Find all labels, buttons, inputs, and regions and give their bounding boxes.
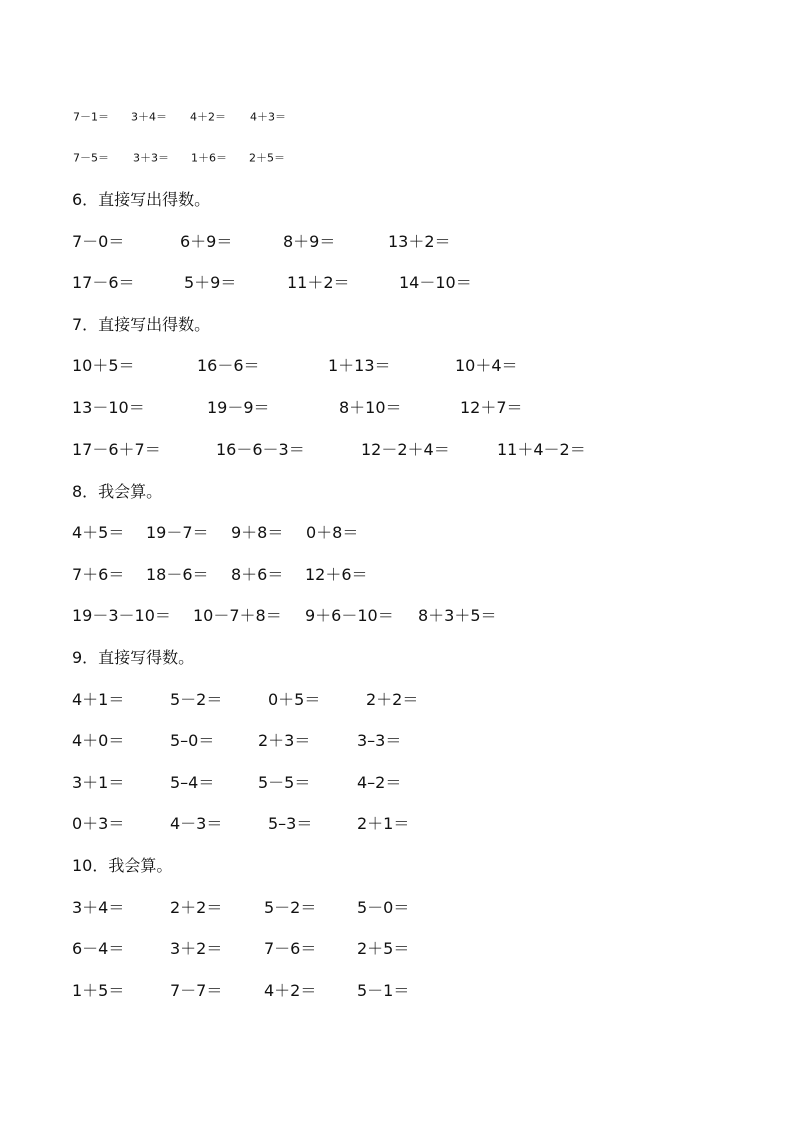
problem: 10－7＋8＝: [193, 606, 282, 625]
problem: 5－5＝: [258, 773, 311, 792]
problem: 10＋5＝: [72, 356, 135, 375]
question-title: 10．我会算。: [72, 856, 173, 875]
problem: 13＋2＝: [388, 232, 451, 251]
problem: 5－2＝: [170, 690, 223, 709]
problem: 5–4＝: [170, 773, 215, 792]
problem: 3＋4＝: [131, 110, 167, 124]
problem: 5＋9＝: [184, 273, 237, 292]
problem: 2＋5＝: [249, 151, 285, 165]
problem: 16－6＝: [197, 356, 260, 375]
problem: 5－0＝: [357, 898, 410, 917]
question-title: 8．我会算。: [72, 482, 163, 501]
problem: 12－2＋4＝: [361, 440, 450, 459]
problem: 5–3＝: [268, 814, 313, 833]
problem: 4＋5＝: [72, 523, 125, 542]
problem: 0＋3＝: [72, 814, 125, 833]
problem: 7－6＝: [264, 939, 317, 958]
problem: 5–0＝: [170, 731, 215, 750]
problem: 18－6＝: [146, 565, 209, 584]
problem: 4＋1＝: [72, 690, 125, 709]
problem: 5－2＝: [264, 898, 317, 917]
problem: 7－1＝: [73, 110, 109, 124]
problem: 2＋5＝: [357, 939, 410, 958]
problem: 2＋3＝: [258, 731, 311, 750]
problem: 4＋2＝: [264, 981, 317, 1000]
problem: 4＋0＝: [72, 731, 125, 750]
problem: 17－6＋7＝: [72, 440, 161, 459]
question-title: 7．直接写出得数。: [72, 315, 211, 334]
problem: 0＋8＝: [306, 523, 359, 542]
question-title: 6．直接写出得数。: [72, 190, 211, 209]
problem: 7＋6＝: [72, 565, 125, 584]
problem: 3＋2＝: [170, 939, 223, 958]
problem: 11＋4－2＝: [497, 440, 586, 459]
problem: 2＋2＝: [170, 898, 223, 917]
problem: 14－10＝: [399, 273, 472, 292]
problem: 3＋4＝: [72, 898, 125, 917]
problem: 3＋1＝: [72, 773, 125, 792]
problem: 1＋13＝: [328, 356, 391, 375]
problem: 4＋2＝: [190, 110, 226, 124]
problem: 7－5＝: [73, 151, 109, 165]
problem: 7－0＝: [72, 232, 125, 251]
problem: 19－9＝: [207, 398, 270, 417]
problem: 5－1＝: [357, 981, 410, 1000]
problem: 2＋1＝: [357, 814, 410, 833]
problem: 13－10＝: [72, 398, 145, 417]
problem: 8＋9＝: [283, 232, 336, 251]
question-title: 9．直接写得数。: [72, 648, 195, 667]
problem: 3＋3＝: [133, 151, 169, 165]
problem: 12＋6＝: [305, 565, 368, 584]
problem: 3–3＝: [357, 731, 402, 750]
problem: 0＋5＝: [268, 690, 321, 709]
problem: 8＋10＝: [339, 398, 402, 417]
problem: 4–2＝: [357, 773, 402, 792]
problem: 17－6＝: [72, 273, 135, 292]
problem: 6＋9＝: [180, 232, 233, 251]
problem: 11＋2＝: [287, 273, 350, 292]
problem: 8＋3＋5＝: [418, 606, 497, 625]
problem: 2＋2＝: [366, 690, 419, 709]
problem: 1＋5＝: [72, 981, 125, 1000]
problem: 4－3＝: [170, 814, 223, 833]
problem: 19－7＝: [146, 523, 209, 542]
problem: 4＋3＝: [250, 110, 286, 124]
problem: 19－3－10＝: [72, 606, 171, 625]
problem: 16－6－3＝: [216, 440, 305, 459]
problem: 9＋6－10＝: [305, 606, 394, 625]
problem: 12＋7＝: [460, 398, 523, 417]
problem: 8＋6＝: [231, 565, 284, 584]
problem: 1＋6＝: [191, 151, 227, 165]
problem: 7－7＝: [170, 981, 223, 1000]
problem: 9＋8＝: [231, 523, 284, 542]
problem: 6－4＝: [72, 939, 125, 958]
problem: 10＋4＝: [455, 356, 518, 375]
